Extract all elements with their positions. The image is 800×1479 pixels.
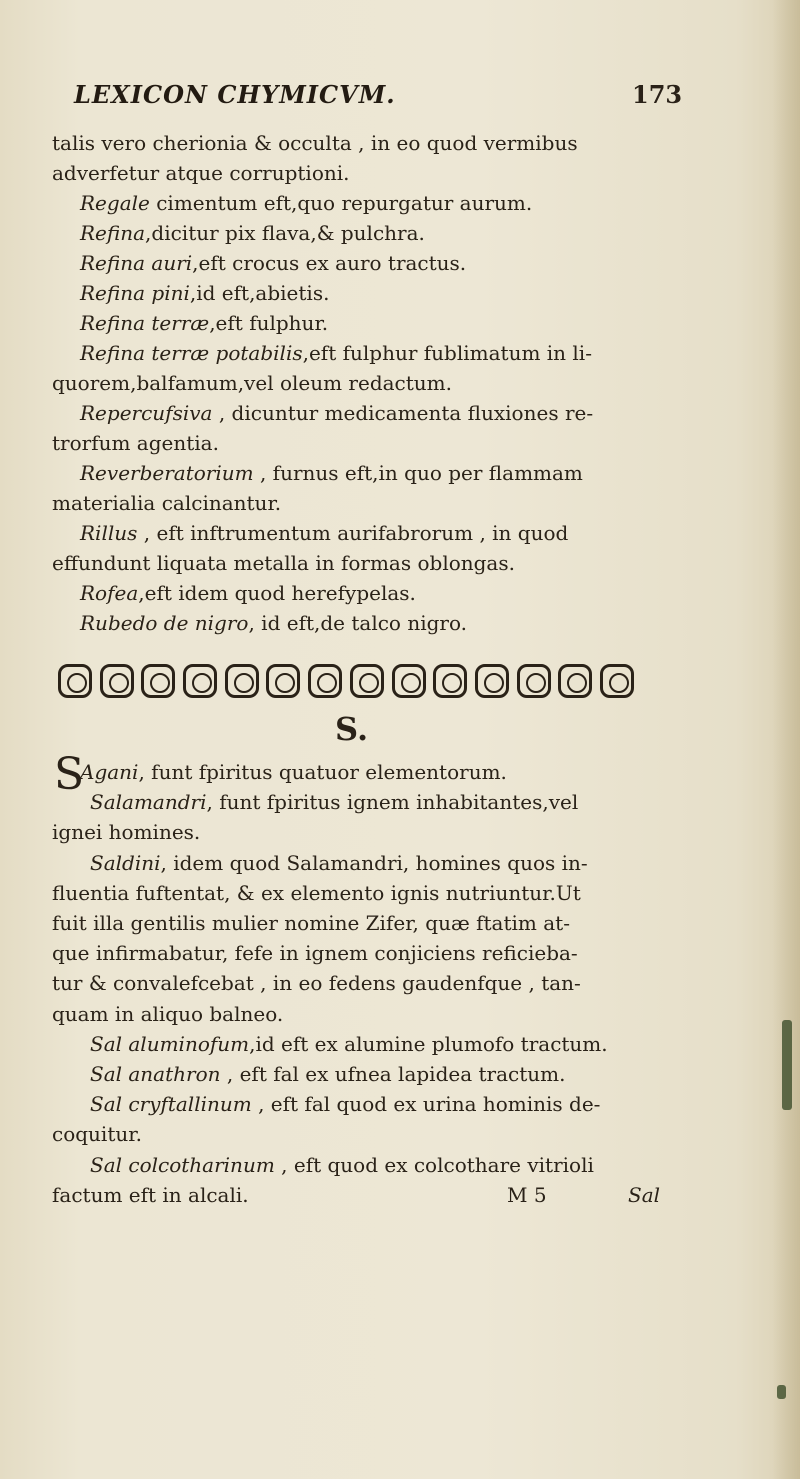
paper-stain bbox=[777, 1385, 786, 1399]
text-line bbox=[52, 938, 672, 968]
entry-lemma: Rubedo de nigro bbox=[80, 611, 249, 635]
ornament-icon bbox=[517, 664, 551, 698]
text-line bbox=[52, 308, 672, 338]
entry-lemma: Sal cryftallinum bbox=[90, 1092, 252, 1117]
entry-text: coquitur. bbox=[52, 1122, 142, 1147]
ornament-icon bbox=[350, 664, 384, 698]
page-edge bbox=[772, 0, 800, 1479]
text-line bbox=[52, 1029, 672, 1059]
text-line bbox=[52, 578, 672, 608]
page-header bbox=[62, 80, 683, 120]
ornament-icon bbox=[475, 664, 509, 698]
ornament-icon bbox=[100, 664, 134, 698]
text-line bbox=[52, 428, 672, 458]
entry-text: ,dicitur pix flava,& pulchra. bbox=[145, 221, 425, 245]
entries-s bbox=[52, 757, 672, 1210]
text-line bbox=[52, 128, 672, 158]
entry-text: fuit illa gentilis mulier nomine Zifer, quæ ftatim at- bbox=[52, 911, 570, 936]
entry-text: , eft fal ex ufnea lapidea tractum. bbox=[220, 1062, 566, 1087]
text-line bbox=[52, 878, 672, 908]
entry-lemma: Sal anathron bbox=[90, 1062, 221, 1087]
entry-lemma: Refina auri bbox=[80, 251, 193, 275]
entry-lemma: Saldini bbox=[90, 850, 161, 875]
ornament-icon bbox=[558, 664, 592, 698]
ornament-icon bbox=[183, 664, 217, 698]
entry-text: cimentum eft,quo repurgatur aurum. bbox=[149, 191, 533, 215]
entry-text: , eft fal quod ex urina hominis de- bbox=[251, 1092, 601, 1117]
section-heading: S. bbox=[335, 710, 369, 748]
text-line bbox=[52, 518, 672, 548]
text-line bbox=[52, 158, 672, 188]
entry-lemma: Salamandri bbox=[90, 790, 207, 815]
entry-lemma: Agani bbox=[80, 760, 139, 784]
text-line bbox=[52, 278, 672, 308]
entry-lemma: Regale bbox=[80, 191, 150, 215]
entry-text: ignei homines. bbox=[52, 820, 201, 845]
text-line bbox=[52, 999, 672, 1029]
ornament-icon bbox=[308, 664, 342, 698]
text-line bbox=[52, 757, 672, 787]
entry-text: , furnus eft,in quo per flammam bbox=[253, 461, 583, 485]
text-line bbox=[52, 968, 672, 998]
entry-lemma: Rillus bbox=[80, 521, 138, 545]
entry-text: fluentia fuftentat, & ex elemento ignis nutriuntur.Ut bbox=[52, 880, 581, 905]
paper-stain bbox=[782, 1020, 792, 1110]
ornament-icon bbox=[600, 664, 634, 698]
text-line bbox=[52, 548, 672, 578]
entry-text: tur & convalefcebat , in eo fedens gaudenfque , tan- bbox=[52, 971, 581, 996]
entry-text: adverfetur atque corruptioni. bbox=[52, 161, 350, 185]
text-line bbox=[52, 1089, 672, 1119]
drop-cap: S bbox=[54, 749, 85, 800]
text-line bbox=[52, 848, 672, 878]
text-line bbox=[52, 218, 672, 248]
entry-text: ,id eft,abietis. bbox=[189, 281, 330, 305]
ornament-band bbox=[58, 662, 634, 700]
ornament-icon bbox=[266, 664, 300, 698]
entry-text: que infirmabatur, fefe in ignem conjiciens reficieba- bbox=[52, 941, 578, 966]
entry-text: talis vero cherionia & occulta , in eo quod vermibus bbox=[52, 131, 578, 155]
entry-text: , idem quod Salamandri, homines quos in- bbox=[160, 850, 588, 875]
entry-lemma: Refina pini bbox=[80, 281, 190, 305]
entry-lemma: Sal colcotharinum bbox=[90, 1152, 275, 1177]
ornament-icon bbox=[225, 664, 259, 698]
catchword: Sal bbox=[628, 1182, 661, 1207]
entry-lemma: Reverberatorium bbox=[80, 461, 254, 485]
entry-text: factum eft in alcali. bbox=[52, 1182, 249, 1207]
entry-text: ,eft fulphur fublimatum in li- bbox=[302, 341, 592, 365]
entry-text: materialia calcinantur. bbox=[52, 491, 282, 515]
entry-text: , dicuntur medicamenta fluxiones re- bbox=[212, 401, 594, 425]
text-line bbox=[52, 787, 672, 817]
entry-text: ,id eft ex alumine plumofo tractum. bbox=[249, 1031, 608, 1056]
page-number: 173 bbox=[632, 80, 683, 109]
entry-lemma: Sal aluminofum bbox=[90, 1031, 250, 1056]
running-title: LEXICON CHYMICVM. bbox=[74, 80, 396, 109]
text-line bbox=[52, 338, 672, 368]
entry-text: , funt fpiritus ignem inhabitantes,vel bbox=[206, 790, 579, 815]
text-line bbox=[52, 488, 672, 518]
text-line bbox=[52, 458, 672, 488]
signature-mark: M 5 bbox=[507, 1182, 547, 1207]
text-line bbox=[52, 1180, 672, 1210]
ornament-icon bbox=[433, 664, 467, 698]
entry-text: , funt fpiritus quatuor elementorum. bbox=[138, 760, 507, 784]
entries-r bbox=[52, 128, 672, 638]
ornament-icon bbox=[58, 664, 92, 698]
entry-text: ,eft crocus ex auro tractus. bbox=[192, 251, 467, 275]
ornament-icon bbox=[141, 664, 175, 698]
entry-lemma: Rofea bbox=[80, 581, 139, 605]
text-line bbox=[52, 1059, 672, 1089]
text-line bbox=[52, 817, 672, 847]
text-line bbox=[52, 608, 672, 638]
text-line bbox=[52, 908, 672, 938]
entry-text: , eft inftrumentum aurifabrorum , in quod bbox=[137, 521, 569, 545]
text-line bbox=[52, 398, 672, 428]
text-line bbox=[52, 368, 672, 398]
entry-text: , id eft,de talco nigro. bbox=[248, 611, 468, 635]
entry-lemma: Refina terræ potabilis bbox=[80, 341, 303, 365]
entry-text: , eft quod ex colcothare vitrioli bbox=[274, 1152, 594, 1177]
entry-text: quorem,balfamum,vel oleum redactum. bbox=[52, 371, 452, 395]
text-line bbox=[52, 248, 672, 278]
entry-text: quam in aliquo balneo. bbox=[52, 1001, 284, 1026]
text-line bbox=[52, 1150, 672, 1180]
entry-lemma: Repercufsiva bbox=[80, 401, 213, 425]
entry-text: effundunt liquata metalla in formas oblongas. bbox=[52, 551, 515, 575]
entry-lemma: Refina bbox=[80, 221, 146, 245]
ornament-icon bbox=[392, 664, 426, 698]
text-line bbox=[52, 188, 672, 218]
entry-text: trorfum agentia. bbox=[52, 431, 219, 455]
entry-text: ,eft idem quod herefypelas. bbox=[138, 581, 416, 605]
text-line bbox=[52, 1119, 672, 1149]
entry-lemma: Refina terræ bbox=[80, 311, 210, 335]
entry-text: ,eft fulphur. bbox=[209, 311, 329, 335]
